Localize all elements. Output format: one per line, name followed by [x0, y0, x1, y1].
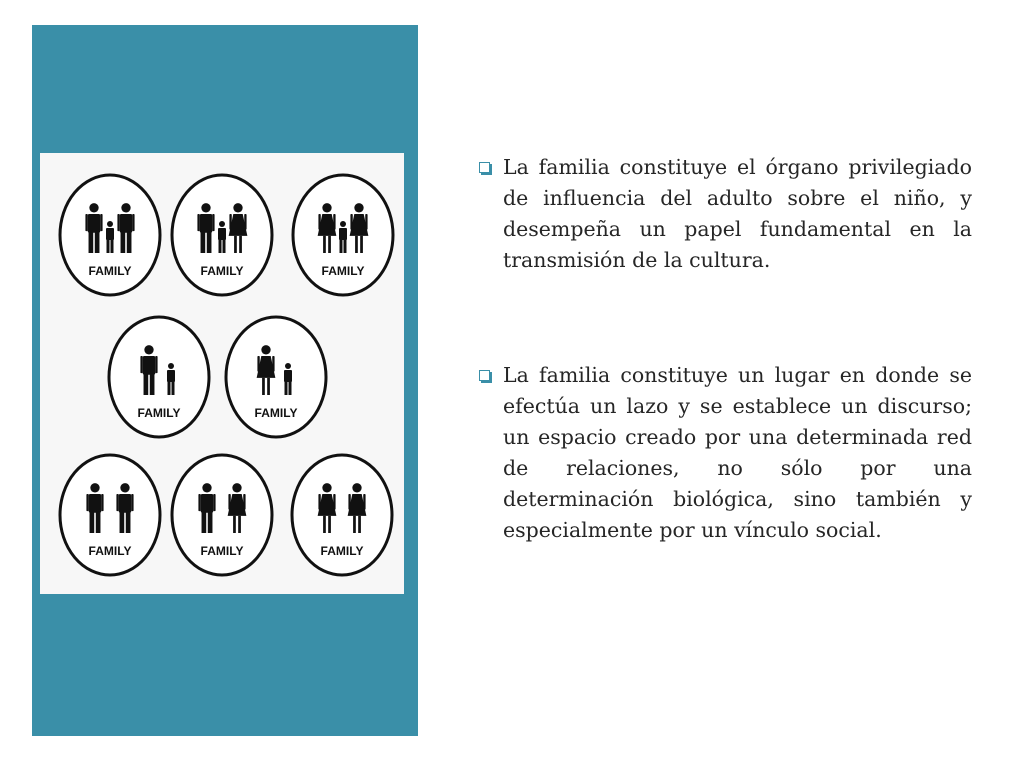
family-label: FAMILY: [321, 264, 365, 278]
family-badge: [293, 175, 393, 295]
family-types-icon: [40, 153, 404, 594]
square-bullet-icon: [479, 162, 490, 173]
family-label: FAMILY: [254, 406, 298, 420]
family-label: FAMILY: [320, 544, 364, 558]
family-badge: [109, 317, 209, 437]
family-label: FAMILY: [200, 544, 244, 558]
family-label: FAMILY: [88, 544, 132, 558]
square-bullet-icon: [479, 370, 490, 381]
bullet-item: [478, 360, 972, 546]
family-label: FAMILY: [137, 406, 181, 420]
family-badge: [172, 175, 272, 295]
family-badge: [172, 455, 272, 575]
family-badge: [60, 455, 160, 575]
family-label: FAMILY: [200, 264, 244, 278]
bullet-text: La familia constituye el órgano privilegiado de influencia del adulto sobre el niño, y desempeña un papel fundamental en la transmisión de la cultura.: [503, 155, 972, 272]
bullet-item: [478, 152, 972, 276]
text-content: [478, 152, 972, 546]
family-label: FAMILY: [88, 264, 132, 278]
family-badge: [226, 317, 326, 437]
bullet-text: La familia constituye un lugar en donde se efectúa un lazo y se establece un discurso; un espacio creado por una determinada red de relaciones, no sólo por una determinación biológica, sino también y especialmente por un vínculo social.: [503, 363, 972, 542]
family-types-image: [40, 153, 404, 594]
family-badge: [60, 175, 160, 295]
family-badge: [292, 455, 392, 575]
